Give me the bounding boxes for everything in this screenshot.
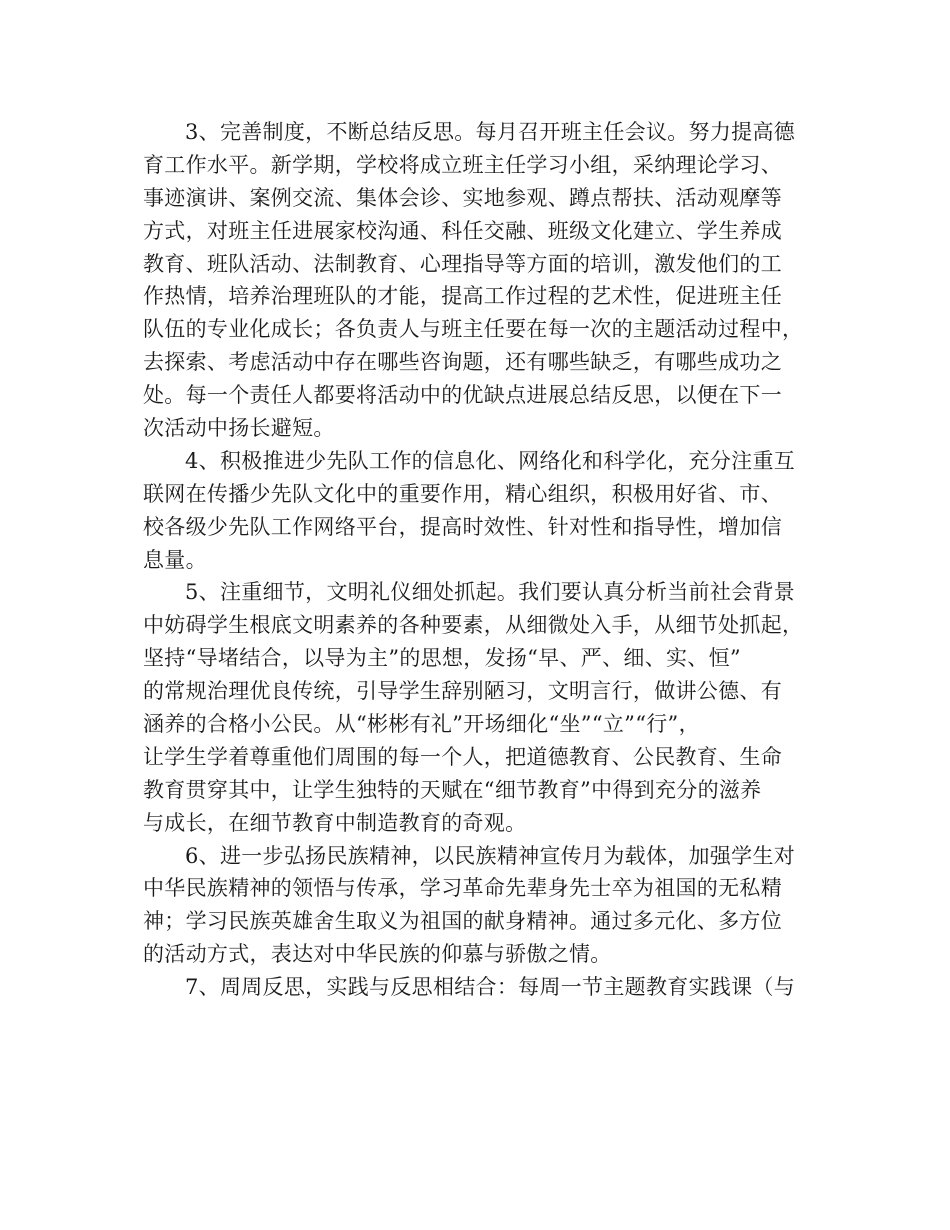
paragraph-3-line: 方式，对班主任进展家校沟通、科任交融、班级文化建立、学生养成 [143, 218, 782, 243]
paragraph-5-line: 中妨碍学生根底文明素养的各种要素，从细微处入手，从细节处抓起， [143, 613, 804, 638]
paragraph-3-line: 作热情，培养治理班队的才能，提高工作过程的艺术性，促进班主任 [143, 284, 782, 309]
paragraph-3-line: 处。每一个责任人都要将活动中的优缺点进展总结反思，以便在下一 [143, 383, 782, 408]
paragraph-3-line: 3、完善制度，不断总结反思。每月召开班主任会议。努力提高德 [185, 120, 796, 144]
paragraph-5-line: 与成长，在细节教育中制造教育的奇观。 [143, 810, 527, 835]
paragraph-5-line: 的常规治理优良传统，引导学生辞别陋习，文明言行，做讲公德、有 [143, 679, 782, 704]
paragraph-5-line: 涵养的合格小公民。从“彬彬有礼”开场细化“坐”“立”“行”， [143, 712, 700, 737]
paragraph-5-line: 教育贯穿其中，让学生独特的天赋在“细节教育”中得到充分的滋养 [143, 777, 762, 802]
paragraph-6-line: 6、进一步弘扬民族精神，以民族精神宣传月为载体，加强学生对 [185, 843, 796, 868]
paragraph-5-line: 5、注重细节，文明礼仪细处抓起。我们要认真分析当前社会背景 [185, 580, 796, 605]
paragraph-6-line: 中华民族精神的领悟与传承，学习革命先辈身先士卒为祖国的无私精 [143, 876, 782, 901]
document-body [143, 116, 823, 1004]
paragraph-4-line: 4、积极推进少先队工作的信息化、网络化和科学化，充分注重互 [185, 448, 796, 473]
paragraph-3-line: 次活动中扬长避短。 [143, 416, 335, 441]
paragraph-4-line: 联网在传播少先队文化中的重要作用，精心组织，积极用好省、市、 [143, 481, 782, 506]
paragraph-3-line: 事迹演讲、案例交流、集体会诊、实地参观、蹲点帮扶、活动观摩等 [143, 185, 782, 210]
paragraph-4-line: 息量。 [143, 547, 207, 572]
paragraph-3-line: 去探索、考虑活动中存在哪些咨询题，还有哪些缺乏，有哪些成功之 [143, 350, 782, 375]
paragraph-7-line: 7、周周反思，实践与反思相结合：每周一节主题教育实践课（与 [185, 975, 796, 1000]
paragraph-3-line: 队伍的专业化成长；各负责人与班主任要在每一次的主题活动过程中， [143, 317, 804, 342]
paragraph-3-line: 育工作水平。新学期，学校将成立班主任学习小组，采纳理论学习、 [143, 152, 782, 177]
paragraph-6-line: 的活动方式，表达对中华民族的仰慕与骄傲之情。 [143, 942, 612, 967]
paragraph-3-line: 教育、班队活动、法制教育、心理指导等方面的培训，激发他们的工 [143, 251, 782, 276]
paragraph-6-line: 神；学习民族英雄舍生取义为祖国的献身精神。通过多元化、多方位 [143, 909, 782, 934]
paragraph-5-line: 坚持“导堵结合，以导为主”的思想，发扬“早、严、细、实、恒” [143, 646, 741, 671]
paragraph-4-line: 校各级少先队工作网络平台，提高时效性、针对性和指导性，增加信 [143, 514, 782, 539]
paragraph-5-line: 让学生学着尊重他们周围的每一个人，把道德教育、公民教育、生命 [143, 744, 782, 769]
